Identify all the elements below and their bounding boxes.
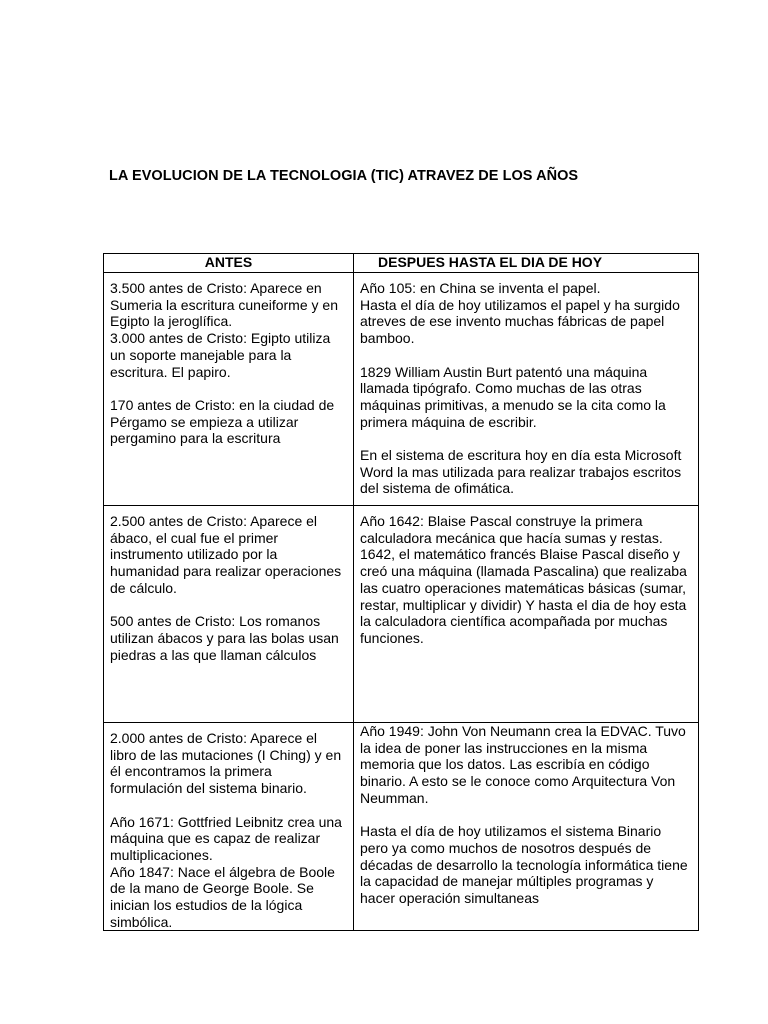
cell-paragraph: 170 antes de Cristo: en la ciudad de Pérgamo se empieza a utilizar pergamino para la escritura	[110, 396, 335, 447]
cell-paragraph: Hasta el día de hoy utilizamos el papel y ha surgido atreves de ese invento muchas fábricas de papel bamboo.	[360, 296, 680, 347]
cell-paragraph: Año 1847: Nace el álgebra de Boole de la mano de George Boole. Se inician los estudios de la lógica simbólica.	[110, 863, 335, 930]
cell-after-calculation	[354, 506, 699, 723]
cell-after-writing	[354, 273, 699, 506]
document-title: LA EVOLUCION DE LA TECNOLOGIA (TIC) ATRAVEZ DE LOS AÑOS	[109, 168, 579, 184]
cell-paragraph: 3.000 antes de Cristo: Egipto utiliza un soporte manejable para la escritura. El papiro.	[110, 330, 331, 380]
cell-before-calculation	[104, 506, 354, 723]
cell-paragraph: Año 105: en China se inventa el papel.	[360, 280, 601, 296]
column-header-before: ANTES	[104, 254, 354, 273]
table-row	[104, 506, 699, 723]
cell-paragraph: Año 1949: John Von Neumann crea la EDVAC. Tuvo la idea de poner las instrucciones en la misma memoria que los datos. Las escribía en código binario. A esto se le conoce como Arquitectura Von Neumman.	[360, 723, 686, 806]
cell-paragraph: Año 1642: Blaise Pascal construye la primera calculadora mecánica que hacía sumas y restas.	[360, 513, 663, 546]
technology-timeline-table	[103, 253, 699, 931]
cell-paragraph: 3.500 antes de Cristo: Aparece en Sumeria la escritura cuneiforme y en Egipto la jeroglífica.	[110, 280, 338, 330]
cell-paragraph: 2.000 antes de Cristo: Aparece el libro de las mutaciones (I Ching) y en él encontramos la primera formulación del sistema binario.	[110, 730, 342, 797]
cell-paragraph: Año 1671: Gottfried Leibnitz crea una máquina que es capaz de realizar multiplicaciones.	[110, 813, 342, 863]
table-row	[104, 273, 699, 506]
cell-paragraph: 1642, el matemático francés Blaise Pascal diseño y creó una máquina (llamada Pascalina) que realizaba las cuatro operaciones matemáticas básicas (sumar, restar, multiplicar y dividir) Y hasta el dia de hoy esta la calculadora científica acompañada por muchas funciones.	[360, 546, 687, 646]
column-header-after: DESPUES HASTA EL DIA DE HOY	[354, 254, 699, 273]
cell-paragraph: 2.500 antes de Cristo: Aparece el ábaco, el cual fue el primer instrumento utilizado por la humanidad para realizar operaciones de cálculo.	[110, 513, 342, 596]
table-header-row	[104, 254, 699, 273]
cell-after-binary	[354, 723, 699, 931]
cell-paragraph: Hasta el día de hoy utilizamos el sistema Binario pero ya como muchos de nosotros después de décadas de desarrollo la tecnología informática tiene la capacidad de manejar múltiples programas y hacer operación simultaneas	[360, 823, 688, 907]
cell-paragraph: 500 antes de Cristo: Los romanos utilizan ábacos y para las bolas usan piedras a las que llaman cálculos	[110, 613, 339, 663]
cell-paragraph: 1829 William Austin Burt patentó una máquina llamada tipógrafo. Como muchas de las otras máquinas primitivas, a menudo se la cita como la primera máquina de escribir.	[360, 363, 666, 430]
cell-paragraph: En el sistema de escritura hoy en día esta Microsoft Word la mas utilizada para realizar trabajos escritos del sistema de ofimática.	[360, 447, 682, 497]
cell-before-writing	[104, 273, 354, 506]
cell-before-binary	[104, 723, 354, 931]
table-row	[104, 723, 699, 931]
